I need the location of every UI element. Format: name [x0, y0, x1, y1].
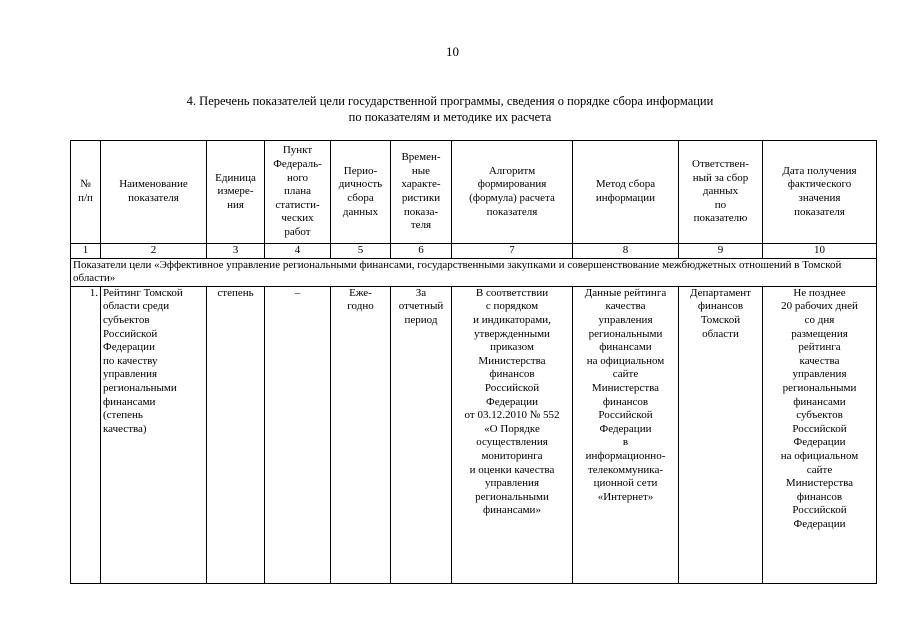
title-line: по показателям и методике их расчета — [348, 110, 552, 124]
header-line: данных — [342, 205, 379, 218]
header-line: Пункт — [282, 144, 313, 157]
cell-line: управления — [484, 477, 540, 490]
header-line: ристики — [401, 192, 441, 204]
cell-line: на официальном — [586, 354, 665, 367]
column-number-row — [71, 244, 877, 259]
cell-line: субъектов — [103, 313, 150, 326]
header-indicator-name — [101, 141, 207, 244]
collection-method — [573, 286, 679, 583]
header-line: (формула) расчета — [469, 192, 555, 204]
header-line: плана — [283, 185, 312, 198]
cell-line: Федерации — [793, 517, 846, 530]
header-date-received — [763, 141, 877, 244]
cell-line: За — [415, 286, 427, 299]
cell-line: приказом — [490, 341, 534, 354]
cell-line: по качеству — [103, 354, 158, 367]
header-number — [71, 141, 101, 244]
cell-line: финансами — [599, 341, 652, 354]
cell-line: качества — [605, 300, 646, 313]
header-line: статисти- — [275, 198, 320, 211]
cell-line: Российской — [484, 381, 540, 394]
cell-line: качества — [799, 354, 840, 367]
cell-line: финансами — [103, 395, 156, 408]
cell-line: мониторинга — [481, 449, 543, 462]
cell-line: управления — [792, 368, 847, 381]
cell-line: Департамент — [689, 286, 751, 299]
cell-line: Федерации — [793, 436, 846, 449]
section-label: Показатели цели «Эффективное управление региональными финансами, государственными закупками и совершенствование межбюджетных отношений в Томской области» — [71, 258, 877, 286]
title-line: 4. Перечень показателей цели государственной программы, сведения о порядке сбора информации — [186, 94, 714, 108]
header-line: Наименование — [119, 178, 188, 191]
column-number: 6 — [391, 244, 452, 259]
column-number: 5 — [331, 244, 391, 259]
cell-line: управления — [598, 313, 653, 326]
cell-line: Данные рейтинга — [584, 286, 667, 299]
header-line: ного — [286, 171, 309, 184]
cell-line: (степень — [103, 409, 143, 422]
cell-line: региональными — [103, 381, 177, 394]
cell-line: Рейтинг Томской — [103, 286, 183, 299]
cell-line: региональными — [588, 327, 663, 340]
cell-line: в — [622, 436, 629, 449]
header-line: измере- — [217, 185, 254, 198]
header-line: Федераль- — [273, 158, 322, 171]
cell-line: В соответствии — [475, 286, 549, 299]
cell-line: Российской — [792, 422, 847, 435]
indicators-table — [70, 140, 877, 584]
header-line: Единица — [215, 171, 256, 184]
header-periodicity — [331, 141, 391, 244]
header-line: Метод сбора — [595, 178, 656, 191]
cell-line: качества) — [103, 422, 147, 435]
cell-line: ционной сети — [593, 477, 658, 490]
cell-line: Федерации — [486, 395, 538, 408]
column-number: 9 — [679, 244, 763, 259]
cell-line: размещения — [791, 327, 848, 340]
federal-plan-item: – — [265, 286, 331, 583]
table-row — [71, 286, 877, 583]
cell-line: управления — [103, 368, 158, 381]
header-federal-plan — [265, 141, 331, 244]
time-characteristics — [391, 286, 452, 583]
cell-line: финансов — [697, 300, 744, 313]
header-line: информации — [595, 192, 656, 204]
cell-line: области — [702, 327, 739, 340]
cell-line: от 03.12.2010 № 552 — [464, 409, 560, 422]
column-number: 7 — [452, 244, 573, 259]
cell-line: со дня — [804, 313, 835, 326]
header-line: дичность — [338, 178, 383, 191]
header-line: данных — [702, 185, 739, 198]
header-line: Алгоритм — [488, 164, 536, 177]
indicator-name — [101, 286, 207, 583]
cell-line: Еже- — [349, 286, 372, 299]
cell-line: Российской — [103, 327, 158, 340]
cell-line: Министерства — [591, 381, 660, 394]
header-line: показателя — [486, 205, 538, 218]
header-line: № — [80, 178, 91, 191]
cell-line: утвержденными — [474, 327, 550, 340]
column-number: 3 — [207, 244, 265, 259]
periodicity — [331, 286, 391, 583]
cell-line: Российской — [792, 504, 847, 517]
header-line: показа- — [403, 205, 439, 218]
cell-line: на официальном — [780, 449, 859, 462]
cell-line: финансами» — [483, 504, 541, 517]
header-line: Времен- — [401, 151, 441, 164]
cell-line: региональными — [475, 490, 549, 503]
cell-line: Российской — [598, 409, 653, 422]
header-time-characteristics — [391, 141, 452, 244]
cell-line: и индикаторами, — [473, 313, 551, 326]
unit-of-measure: степень — [207, 286, 265, 583]
cell-line: Министерства — [785, 477, 854, 490]
header-algorithm — [452, 141, 573, 244]
row-number: 1. — [71, 286, 101, 583]
header-line: значения — [798, 192, 841, 204]
cell-line: финансами — [793, 395, 846, 408]
header-line: показателю — [693, 212, 748, 225]
header-line: ный за сбор — [692, 171, 749, 184]
column-number: 8 — [573, 244, 679, 259]
calculation-algorithm — [452, 286, 573, 583]
cell-line: рейтинга — [798, 341, 841, 354]
header-unit — [207, 141, 265, 244]
cell-line: Не позднее — [793, 286, 846, 299]
header-line: показателя — [794, 205, 845, 218]
cell-line: субъектов — [796, 409, 843, 422]
cell-line: информационно- — [585, 449, 666, 462]
cell-line: Министерства — [478, 354, 546, 367]
document-title — [100, 93, 800, 125]
header-line: характе- — [401, 178, 441, 191]
header-line: п/п — [78, 192, 93, 204]
header-line: ные — [411, 164, 431, 177]
cell-line: отчетный — [398, 300, 444, 313]
column-number: 4 — [265, 244, 331, 259]
header-line: по — [714, 198, 727, 211]
header-line: Перио- — [343, 164, 378, 177]
header-line: теля — [410, 219, 432, 232]
cell-line: финансов — [602, 395, 649, 408]
page-number: 10 — [446, 44, 459, 59]
cell-line: годно — [347, 300, 374, 313]
cell-line: финансов — [489, 368, 535, 381]
header-line: работ — [284, 225, 311, 238]
column-number: 2 — [101, 244, 207, 259]
cell-line: «О Порядке — [484, 422, 540, 435]
cell-line: Федерации — [599, 422, 652, 435]
section-row — [71, 258, 877, 286]
header-row — [71, 141, 877, 244]
header-line: фактического — [787, 178, 852, 191]
header-line: показателя — [128, 192, 179, 204]
cell-line: региональными — [782, 381, 857, 394]
header-line: ния — [227, 198, 244, 211]
header-line: формирования — [477, 178, 547, 191]
column-number: 10 — [763, 244, 877, 259]
cell-line: период — [404, 313, 438, 326]
cell-line: сайте — [612, 368, 639, 381]
cell-line: 20 рабочих дней — [781, 300, 858, 313]
cell-line: области среди — [103, 300, 170, 313]
header-collection-method — [573, 141, 679, 244]
column-number: 1 — [71, 244, 101, 259]
header-line: сбора — [347, 192, 374, 204]
cell-line: с порядком — [485, 300, 539, 313]
cell-line: «Интернет» — [597, 490, 654, 503]
cell-line: Федерации — [103, 341, 155, 354]
header-line: ческих — [281, 212, 314, 225]
cell-line: и оценки качества — [469, 463, 555, 476]
cell-line: телекоммуника- — [587, 463, 664, 476]
header-responsible — [679, 141, 763, 244]
cell-line: Томской — [700, 313, 741, 326]
header-line: Ответствен- — [692, 158, 749, 171]
cell-line: сайте — [806, 463, 833, 476]
header-line: Дата получения — [782, 164, 857, 177]
cell-line: осуществления — [476, 436, 548, 449]
cell-line: финансов — [796, 490, 843, 503]
actual-value-date — [763, 286, 877, 583]
responsible-party — [679, 286, 763, 583]
